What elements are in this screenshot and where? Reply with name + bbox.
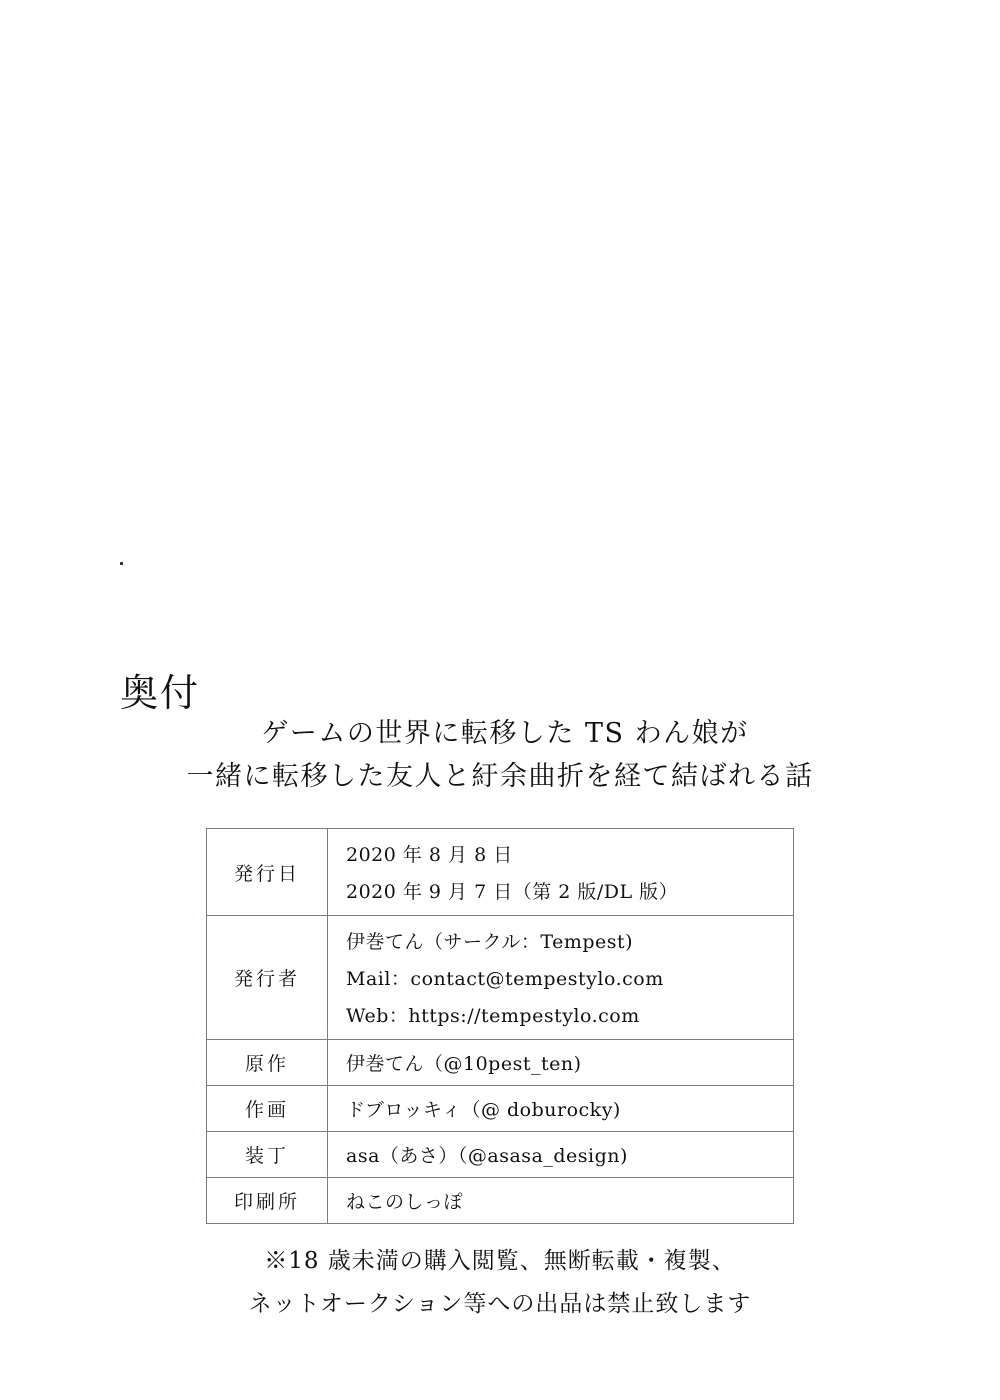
- row-label-printer: 印刷所: [207, 1178, 328, 1224]
- binding-design-credit: asa（あさ）（@asasa_design): [346, 1145, 628, 1167]
- table-row: [207, 829, 794, 916]
- publisher-name: 伊巻てん（サークル：Tempest): [346, 931, 634, 953]
- row-value-publish-date: [328, 829, 794, 916]
- publish-date-1: 2020 年 8 月 8 日: [346, 844, 513, 866]
- legal-notice-line-1: ※18 歳未満の購入閲覧、無断転載・複製、: [264, 1248, 736, 1274]
- table-row: [207, 1086, 794, 1132]
- table-row: [207, 1040, 794, 1086]
- legal-notice: [0, 1240, 1000, 1325]
- table-row: [207, 1178, 794, 1224]
- legal-notice-line-2: ネットオークション等への出品は禁止致します: [248, 1290, 752, 1317]
- artwork-credit: ドブロッキィ（@ doburocky): [346, 1099, 621, 1121]
- publish-date-2: 2020 年 9 月 7 日（第 2 版/DL 版）: [346, 881, 679, 903]
- row-value-original-work: [328, 1040, 794, 1086]
- row-value-artwork: [328, 1086, 794, 1132]
- page-title: 奥付: [120, 671, 201, 715]
- printer-credit: ねこのしっぽ: [346, 1191, 464, 1213]
- original-work-credit: 伊巻てん（@10pest_ten): [346, 1053, 582, 1075]
- table-row: [207, 1132, 794, 1178]
- row-label-binding-design: 装丁: [207, 1132, 328, 1178]
- work-title-line-1: ゲームの世界に転移した TS わん娘が: [261, 718, 749, 749]
- work-title: [0, 712, 1000, 798]
- row-label-publisher: 発行者: [207, 916, 328, 1040]
- row-value-printer: [328, 1178, 794, 1224]
- row-label-artwork: 作画: [207, 1086, 328, 1132]
- stray-dot-mark: [120, 562, 123, 565]
- work-title-line-2: 一緒に転移した友人と紆余曲折を経て結ばれる話: [186, 761, 814, 793]
- row-value-publisher: [328, 916, 794, 1040]
- publisher-web: Web：https://tempestylo.com: [346, 1005, 640, 1027]
- table-row: [207, 916, 794, 1040]
- row-label-original-work: 原作: [207, 1040, 328, 1086]
- publisher-mail: Mail：contact@tempestylo.com: [346, 968, 664, 990]
- row-value-binding-design: [328, 1132, 794, 1178]
- row-label-publish-date: 発行日: [207, 829, 328, 916]
- credits-table: [206, 828, 794, 1224]
